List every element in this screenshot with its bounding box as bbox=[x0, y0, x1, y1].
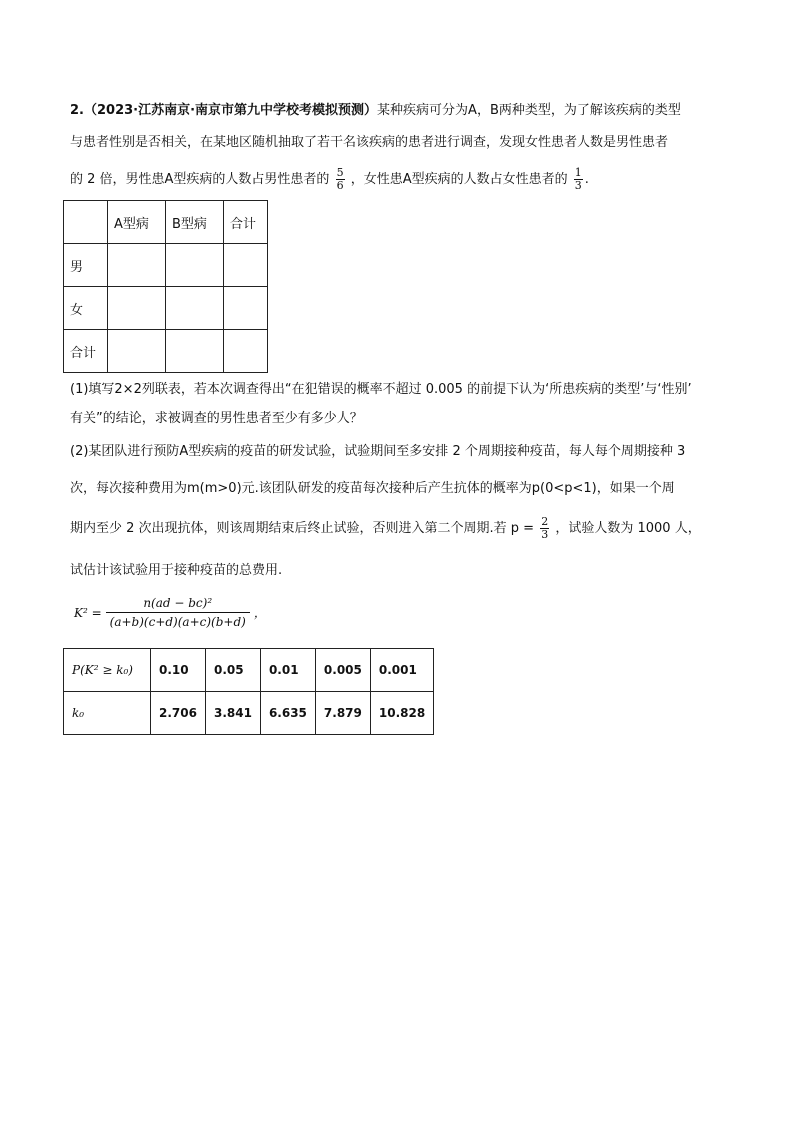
part1-line-2 bbox=[70, 409, 363, 429]
table-cell: 0.01 bbox=[260, 649, 315, 692]
table-header: 合计 bbox=[224, 201, 268, 244]
table-cell: 3.841 bbox=[205, 692, 260, 735]
problem-text-3b: ，女性患A型疾病的人数占女性患者的 bbox=[350, 172, 568, 187]
part1-text-2: 有关”的结论，求被调查的男性患者至少有多少人？ bbox=[70, 411, 363, 426]
part2-text-2: 次，每次接种费用为m(m>0)元.该团队研发的疫苗每次接种后产生抗体的概率为p(0<p<1)，如果一个周 bbox=[70, 481, 675, 496]
fraction-numerator: 1 bbox=[574, 166, 582, 179]
table-row bbox=[64, 287, 268, 330]
table-cell bbox=[108, 287, 166, 330]
formula-numerator: n(ad − bc)² bbox=[143, 596, 213, 610]
critical-values-table bbox=[63, 648, 434, 735]
table-row bbox=[64, 692, 434, 735]
table-row bbox=[64, 649, 434, 692]
problem-text-2: 与患者性别是否相关，在某地区随机抽取了若干名该疾病的患者进行调查，发现女性患者人数是男性患者 bbox=[70, 135, 669, 150]
problem-line-3 bbox=[70, 166, 589, 194]
fraction-one-third bbox=[574, 167, 583, 192]
table-cell: 7.879 bbox=[315, 692, 370, 735]
fraction-denominator: 3 bbox=[541, 528, 549, 541]
row-label: k₀ bbox=[64, 692, 151, 735]
problem-text-1: 某种疾病可分为A，B两种类型，为了解该疾病的类型 bbox=[377, 103, 681, 118]
problem-text-3a: 的 2 倍，男性患A型疾病的人数占男性患者的 bbox=[70, 172, 330, 187]
row-label: 男 bbox=[64, 244, 108, 287]
part2-text-4: 试估计该试验用于接种疫苗的总费用. bbox=[70, 563, 283, 578]
table-header: A型病 bbox=[108, 201, 166, 244]
fraction-numerator: 2 bbox=[541, 515, 549, 528]
part2-line-1 bbox=[70, 442, 685, 462]
problem-source: （2023·江苏南京·南京市第九中学校考模拟预测） bbox=[83, 103, 378, 118]
fraction-denominator: 6 bbox=[336, 179, 344, 192]
problem-line-1 bbox=[70, 101, 681, 121]
problem-text-3c: . bbox=[584, 172, 589, 187]
table-cell bbox=[166, 287, 224, 330]
formula-fraction bbox=[106, 596, 250, 629]
table-cell: 0.10 bbox=[151, 649, 206, 692]
part1-line-1 bbox=[70, 380, 692, 400]
table-cell bbox=[166, 244, 224, 287]
part2-text-1: (2)某团队进行预防A型疾病的疫苗的研发试验，试验期间至多安排 2 个周期接种疫苗，每人每个周期接种 3 bbox=[70, 444, 686, 459]
table-cell: 6.635 bbox=[260, 692, 315, 735]
table-row bbox=[64, 201, 268, 244]
table-cell bbox=[224, 330, 268, 373]
part2-text-3a: 期内至少 2 次出现抗体，则该周期结束后终止试验，否则进入第二个周期.若 p = bbox=[70, 521, 535, 536]
part2-line-4 bbox=[70, 561, 282, 581]
row-label: 女 bbox=[64, 287, 108, 330]
part2-text-3b: ，试验人数为 1000 人， bbox=[555, 521, 701, 536]
formula-trail: ， bbox=[253, 606, 266, 620]
table-cell: 0.005 bbox=[315, 649, 370, 692]
formula-denominator: (a+b)(c+d)(a+c)(b+d) bbox=[106, 612, 250, 629]
chi-square-formula bbox=[74, 596, 266, 629]
table-cell: 2.706 bbox=[151, 692, 206, 735]
table-cell: 0.05 bbox=[205, 649, 260, 692]
table-row bbox=[64, 330, 268, 373]
table-cell: 10.828 bbox=[370, 692, 433, 735]
fraction-numerator: 5 bbox=[336, 166, 344, 179]
problem-number: 2. bbox=[70, 103, 84, 118]
problem-line-2 bbox=[70, 133, 668, 153]
table-cell bbox=[166, 330, 224, 373]
table-cell: 0.001 bbox=[370, 649, 433, 692]
fraction-five-sixths bbox=[336, 167, 345, 192]
table-cell bbox=[108, 244, 166, 287]
table-cell bbox=[224, 287, 268, 330]
formula-lhs: K² = bbox=[74, 605, 102, 620]
table-cell bbox=[64, 201, 108, 244]
fraction-two-thirds bbox=[540, 516, 549, 541]
part1-text-1: (1)填写2×2列联表，若本次调查得出“在犯错误的概率不超过 0.005 的前提下认为‘所患疾病的类型’与‘性别’ bbox=[70, 382, 692, 397]
table-header: B型病 bbox=[166, 201, 224, 244]
table-cell bbox=[108, 330, 166, 373]
part2-line-2 bbox=[70, 479, 675, 499]
table-cell bbox=[224, 244, 268, 287]
contingency-table bbox=[63, 200, 268, 373]
table-row bbox=[64, 244, 268, 287]
row-label: 合计 bbox=[64, 330, 108, 373]
fraction-denominator: 3 bbox=[574, 179, 582, 192]
row-label: P(K² ≥ k₀) bbox=[64, 649, 151, 692]
part2-line-3 bbox=[70, 515, 701, 543]
